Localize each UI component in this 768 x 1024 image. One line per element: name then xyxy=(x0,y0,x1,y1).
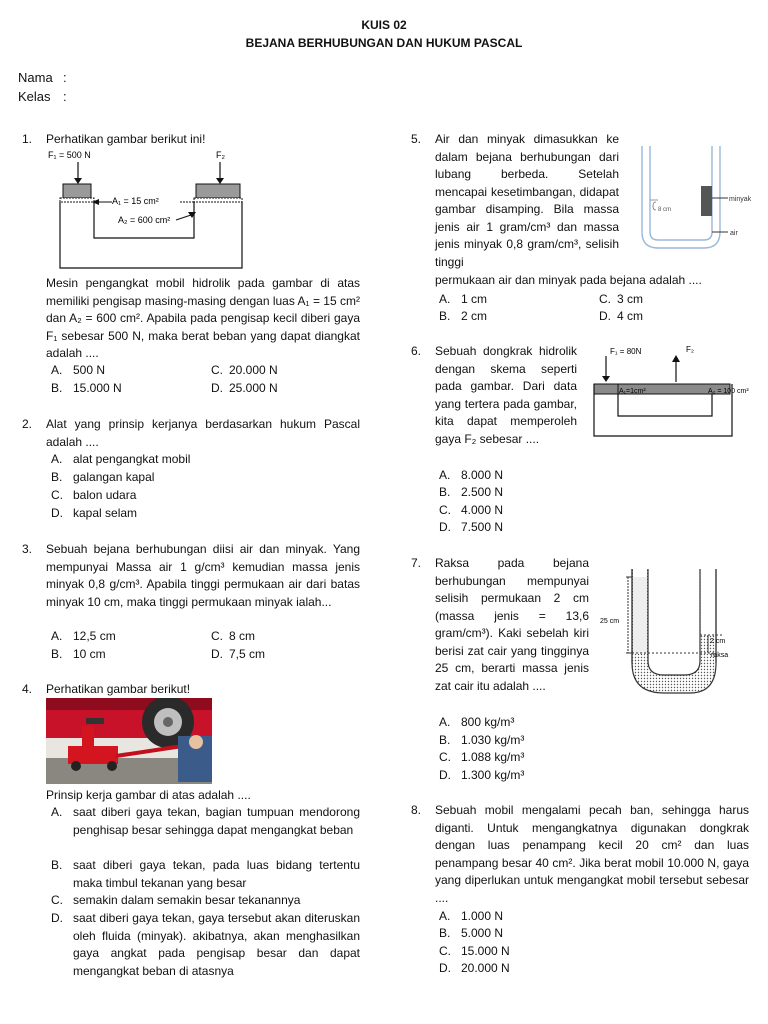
q6-text: Sebuah dongkrak hidrolik dengan skema seperti pada gambar. Dari data yang tertera pada gambar, kita dapat memperoleh gaya F₂ sebesar .... xyxy=(435,344,577,446)
q6-option-b: 2.500 N xyxy=(461,485,504,499)
q1-hydraulic-figure xyxy=(44,146,264,274)
q7-option-c-letter: C. xyxy=(439,750,451,764)
q6-hydraulic-figure xyxy=(592,340,764,440)
q8-option-d-letter: D. xyxy=(439,961,451,975)
q6-fig-a1: A₁=1cm² xyxy=(619,388,646,395)
q3-option-b-letter: B. xyxy=(51,647,63,661)
quiz-title: KUIS 02 xyxy=(361,18,407,32)
q8-number: 8. xyxy=(411,803,422,817)
q8-option-d: 20.000 N xyxy=(461,961,510,975)
q7-option-d-letter: D. xyxy=(439,768,451,782)
q2-option-d-letter: D. xyxy=(51,506,63,520)
q5-option-a: 1 cm xyxy=(461,292,488,306)
q2-option-a: alat pengangkat mobil xyxy=(73,452,191,466)
q1-option-a-letter: A. xyxy=(51,363,63,377)
q4-car-jack-photo xyxy=(46,698,212,784)
q6-option-a-letter: A. xyxy=(439,468,451,482)
q1-option-c: 20.000 N xyxy=(229,363,278,377)
q1-fig-a1: A₁ = 15 cm² xyxy=(112,196,159,206)
q4-option-d: saat diberi gaya tekan, gaya tersebut akan diteruskan oleh fluida (minyak). akibatnya, akan menghasilkan gaya angkat pada pengisap besar dan dapat mengangkat beban di atasnya xyxy=(73,911,360,978)
q2-option-d: kapal selam xyxy=(73,506,138,520)
q4-option-d-letter: D. xyxy=(51,911,63,925)
q3-option-c: 8 cm xyxy=(229,629,256,643)
q8-option-b: 5.000 N xyxy=(461,926,504,940)
q5-number: 5. xyxy=(411,132,422,146)
q6-option-d-letter: D. xyxy=(439,520,451,534)
q4-option-a-letter: A. xyxy=(51,805,63,819)
q6-number: 6. xyxy=(411,344,422,358)
q3-option-d-letter: D. xyxy=(211,647,223,661)
q5-option-c: 3 cm xyxy=(617,292,644,306)
q7-text: Raksa pada bejana berhubungan mempunyai selisih permukaan 2 cm (massa jenis = 13,6 gram/cm³). Kaki sebelah kiri berisi zat cair yang tingginya 25 cm, berarti massa jenis zat cair itu adalah .... xyxy=(435,556,589,693)
q2-number: 2. xyxy=(22,417,33,431)
q1-option-d-letter: D. xyxy=(211,381,223,395)
q6-option-a: 8.000 N xyxy=(461,468,504,482)
q1-option-d: 25.000 N xyxy=(229,381,278,395)
q7-option-a-letter: A. xyxy=(439,715,451,729)
q4-option-a: saat diberi gaya tekan, bagian tumpuan mendorong penghisap besar sehingga dapat mengangkat beban xyxy=(73,805,360,837)
q5-fig-height: 8 cm xyxy=(658,207,672,213)
q5-option-b-letter: B. xyxy=(439,309,451,323)
q3-number: 3. xyxy=(22,542,33,556)
q1-fig-f2: F₂ xyxy=(216,150,225,160)
q7-option-c: 1.088 kg/m³ xyxy=(461,750,525,764)
q8-option-c: 15.000 N xyxy=(461,944,510,958)
q5-tube-figure xyxy=(624,140,764,262)
class-label: Kelas xyxy=(18,89,51,104)
q3-option-a-letter: A. xyxy=(51,629,63,643)
q5-option-a-letter: A. xyxy=(439,292,451,306)
q2-option-c: balon udara xyxy=(73,488,137,502)
q1-option-b: 15.000 N xyxy=(73,381,122,395)
q8-option-a: 1.000 N xyxy=(461,909,504,923)
q4-text: Prinsip kerja gambar di atas adalah .... xyxy=(46,788,251,802)
q3-option-d: 7,5 cm xyxy=(229,647,266,661)
q8-option-c-letter: C. xyxy=(439,944,451,958)
q3-option-a: 12,5 cm xyxy=(73,629,116,643)
q7-option-a: 800 kg/m³ xyxy=(461,715,515,729)
q7-mercury-figure xyxy=(598,563,764,703)
q5-option-d: 4 cm xyxy=(617,309,644,323)
q2-option-b-letter: B. xyxy=(51,470,63,484)
q5-option-c-letter: C. xyxy=(599,292,611,306)
q5-text: Air dan minyak dimasukkan ke dalam bejana berhubungan dari lubang berbeda. Setelah mencapai kesetimbangan, didapat gambar disamping. Bila massa jenis air 1 gram/cm³ dan massa jenis minyak 0,8 gram/cm³, selisih tinggi xyxy=(435,132,619,269)
q2-option-a-letter: A. xyxy=(51,452,63,466)
q8-text: Sebuah mobil mengalami pecah ban, sehingga harus diganti. Untuk mengangkatnya digunakan dongkrak dengan luas penampang kecil 20 cm² dan luas penampang besar 40 cm². Jika berat mobil 10.000 N, gaya yang diperlukan untuk mengangkat mobil tersebut sebesar .... xyxy=(435,803,749,905)
q8-option-b-letter: B. xyxy=(439,926,451,940)
q5-option-b: 2 cm xyxy=(461,309,488,323)
q3-text: Sebuah bejana berhubungan diisi air dan minyak. Yang mempunyai Massa air 1 g/cm³ kemudian massa jenis minyak 0,8 g/cm³. Apabila tinggi permukaan air dari batas minyak 10 cm, maka tinggi permukaan minyak ialah... xyxy=(46,542,360,609)
q1-fig-a2: A₂ = 600 cm² xyxy=(118,215,171,225)
q7-option-d: 1.300 kg/m³ xyxy=(461,768,525,782)
q7-number: 7. xyxy=(411,556,422,570)
q3-option-b: 10 cm xyxy=(73,647,106,661)
q1-number: 1. xyxy=(22,132,33,146)
q4-option-c: semakin dalam semakin besar tekanannya xyxy=(73,893,301,907)
name-label: Nama xyxy=(18,70,53,85)
q3-option-c-letter: C. xyxy=(211,629,223,643)
q1-fig-f1: F₁ = 500 N xyxy=(48,150,91,160)
q2-option-c-letter: C. xyxy=(51,488,63,502)
quiz-subtitle: BEJANA BERHUBUNGAN DAN HUKUM PASCAL xyxy=(245,36,523,50)
q1-option-c-letter: C. xyxy=(211,363,223,377)
q7-fig-h25: 25 cm xyxy=(600,618,620,625)
q1-text: Mesin pengangkat mobil hidrolik pada gambar di atas memiliki pengisap masing-masing dengan luas A₁ = 15 cm² dan A₂ = 600 cm². Apabila pada pengisap kecil diberi gaya F₁ sebesar 500 N, maka berat beban yang dapat diangkat adalah .... xyxy=(46,276,360,360)
q4-intro: Perhatikan gambar berikut! xyxy=(46,682,191,696)
q4-number: 4. xyxy=(22,682,33,696)
q1-option-a: 500 N xyxy=(73,363,106,377)
name-colon: : xyxy=(63,70,67,85)
q7-option-b: 1.030 kg/m³ xyxy=(461,733,525,747)
q6-fig-a2: A₂ = 100 cm² xyxy=(708,388,749,395)
q6-fig-f2: F₂ xyxy=(686,345,694,354)
q7-fig-h2: 2 cm xyxy=(710,638,726,645)
q6-option-d: 7.500 N xyxy=(461,520,504,534)
q4-option-b-letter: B. xyxy=(51,858,63,872)
q5-option-d-letter: D. xyxy=(599,309,611,323)
q6-option-c-letter: C. xyxy=(439,503,451,517)
q7-fig-mercury: raksa xyxy=(711,652,729,659)
q2-text: Alat yang prinsip kerjanya berdasarkan hukum Pascal adalah .... xyxy=(46,417,360,449)
q6-fig-f1: F₁ = 80N xyxy=(610,347,642,356)
q1-intro: Perhatikan gambar berikut ini! xyxy=(46,132,206,146)
class-colon: : xyxy=(63,89,67,104)
q8-option-a-letter: A. xyxy=(439,909,451,923)
q7-option-b-letter: B. xyxy=(439,733,451,747)
q4-option-c-letter: C. xyxy=(51,893,63,907)
q5-fig-water: air xyxy=(730,230,738,237)
q5-fig-oil: minyak xyxy=(729,196,752,203)
q5-text-cont: permukaan air dan minyak pada bejana adalah .... xyxy=(435,273,702,287)
q4-option-b: saat diberi gaya tekan, pada luas bidang tertentu maka timbul tekanan yang besar xyxy=(73,858,360,890)
q6-option-c: 4.000 N xyxy=(461,503,504,517)
q2-option-b: galangan kapal xyxy=(73,470,155,484)
q6-option-b-letter: B. xyxy=(439,485,451,499)
q1-option-b-letter: B. xyxy=(51,381,63,395)
